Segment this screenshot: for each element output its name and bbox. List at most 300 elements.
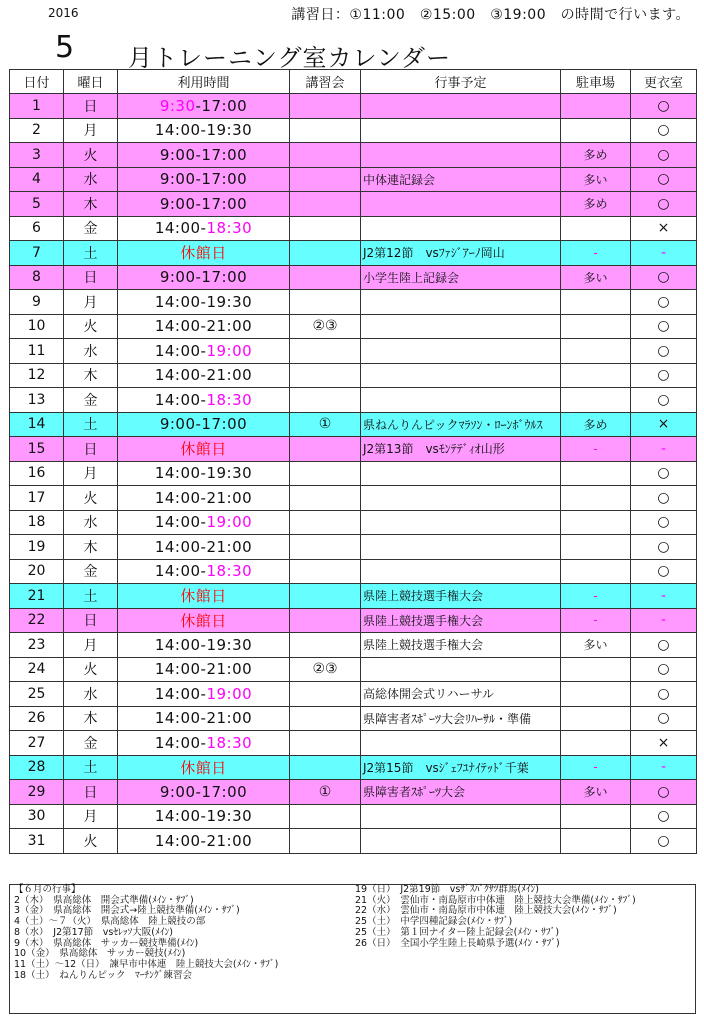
hours-cell: 14:00-19:30 xyxy=(118,804,290,829)
table-row xyxy=(10,290,697,315)
header-date: 日付 xyxy=(10,70,64,94)
weekday-cell: 火 xyxy=(64,143,118,168)
locker-cell: ○ xyxy=(631,290,697,315)
page-title: 月トレーニング室カレンダー xyxy=(128,44,451,72)
date-cell: 7 xyxy=(10,241,64,266)
locker-cell: × xyxy=(631,216,697,241)
table-row xyxy=(10,559,697,584)
june-event-line: 22（水） 雲仙市・南島原市中体連 陸上競技大会(ﾒｲﾝ・ｻﾌﾞ) xyxy=(355,905,617,917)
weekday-cell: 月 xyxy=(64,461,118,486)
locker-cell: ○ xyxy=(631,461,697,486)
lecture-cell xyxy=(290,706,361,731)
table-row xyxy=(10,118,697,143)
event-cell xyxy=(361,510,561,535)
weekday-cell: 日 xyxy=(64,437,118,462)
parking-cell xyxy=(561,706,631,731)
locker-cell: ○ xyxy=(631,535,697,560)
hours-cell xyxy=(118,731,290,756)
parking-cell xyxy=(561,388,631,413)
june-event-line: 8（水） J2第17節 vsｾﾚｯｿ大阪(ﾒｲﾝ) xyxy=(14,926,173,938)
weekday-cell: 火 xyxy=(64,829,118,854)
locker-cell: ○ xyxy=(631,388,697,413)
event-cell xyxy=(361,829,561,854)
closed-label: 休館日 xyxy=(180,587,227,606)
header-locker: 更衣室 xyxy=(631,70,697,94)
event-cell xyxy=(361,804,561,829)
lecture-notice: 講習日：①11:00 ②15:00 ③19:00 の時間で行います。 xyxy=(291,7,690,23)
locker-cell: - xyxy=(631,437,697,462)
table-row xyxy=(10,731,697,756)
hours-cell: 14:00-21:00 xyxy=(118,363,290,388)
locker-cell: ○ xyxy=(631,780,697,805)
event-cell xyxy=(361,339,561,364)
hours-cell: 14:00-19:30 xyxy=(118,633,290,658)
event-cell: J2第12節 vsﾌｧｼﾞｱｰﾉ岡山 xyxy=(361,241,561,266)
lecture-cell xyxy=(290,829,361,854)
event-cell xyxy=(361,143,561,168)
locker-cell: ○ xyxy=(631,559,697,584)
parking-cell: 多い xyxy=(561,167,631,192)
locker-cell: × xyxy=(631,731,697,756)
hours-cell xyxy=(118,510,290,535)
date-cell: 2 xyxy=(10,118,64,143)
lecture-cell: ① xyxy=(290,780,361,805)
hours-end: 19:00 xyxy=(206,341,253,360)
june-event-line: 10（金） 県高総体 サッカー競技(ﾒｲﾝ) xyxy=(14,948,186,960)
lecture-cell xyxy=(290,290,361,315)
event-cell: 県陸上競技選手権大会 xyxy=(361,608,561,633)
lecture-cell xyxy=(290,633,361,658)
date-cell: 16 xyxy=(10,461,64,486)
hours-end: 18:30 xyxy=(206,219,253,238)
parking-cell xyxy=(561,290,631,315)
parking-cell xyxy=(561,94,631,119)
hours-cell: 14:00-21:00 xyxy=(118,486,290,511)
weekday-cell: 月 xyxy=(64,118,118,143)
locker-cell: ○ xyxy=(631,314,697,339)
hours-cell: 14:00-21:00 xyxy=(118,829,290,854)
hours-cell xyxy=(118,339,290,364)
date-cell: 20 xyxy=(10,559,64,584)
lecture-cell xyxy=(290,339,361,364)
hours-cell xyxy=(118,241,290,266)
table-row xyxy=(10,167,697,192)
weekday-cell: 土 xyxy=(64,412,118,437)
hours-cell: 14:00-19:30 xyxy=(118,118,290,143)
event-cell xyxy=(361,559,561,584)
hours-end: 18:30 xyxy=(206,562,253,581)
table-row xyxy=(10,829,697,854)
table-row xyxy=(10,486,697,511)
locker-cell: - xyxy=(631,608,697,633)
weekday-cell: 火 xyxy=(64,657,118,682)
event-cell: 小学生陸上記録会 xyxy=(361,265,561,290)
hours-cell xyxy=(118,584,290,609)
locker-cell: ○ xyxy=(631,804,697,829)
locker-cell: × xyxy=(631,412,697,437)
event-cell xyxy=(361,363,561,388)
june-event-line: 4（土）～７（火） 県高総体 陸上競技の部 xyxy=(14,916,206,928)
date-cell: 29 xyxy=(10,780,64,805)
lecture-cell xyxy=(290,118,361,143)
event-cell xyxy=(361,216,561,241)
date-cell: 22 xyxy=(10,608,64,633)
june-event-line: 25（土） 第１回ナイター陸上記録会(ﾒｲﾝ・ｻﾌﾞ) xyxy=(355,926,560,938)
table-header-row xyxy=(10,70,697,94)
lecture-cell: ②③ xyxy=(290,314,361,339)
hours-cell: 9:00-17:00 xyxy=(118,192,290,217)
hours-cell: 14:00-21:00 xyxy=(118,657,290,682)
hours-start: 14:00- xyxy=(154,219,207,238)
june-event-line: 18（土） ねんりんピック ﾏｰﾁﾝｸﾞ練習会 xyxy=(14,969,192,981)
date-cell: 4 xyxy=(10,167,64,192)
date-cell: 27 xyxy=(10,731,64,756)
weekday-cell: 木 xyxy=(64,535,118,560)
lecture-cell xyxy=(290,216,361,241)
hours-cell: 14:00-19:30 xyxy=(118,290,290,315)
lecture-cell xyxy=(290,265,361,290)
date-cell: 19 xyxy=(10,535,64,560)
table-row xyxy=(10,657,697,682)
locker-cell: ○ xyxy=(631,94,697,119)
hours-start: 14:00- xyxy=(154,390,207,409)
parking-cell: - xyxy=(561,755,631,780)
table-row xyxy=(10,314,697,339)
weekday-cell: 土 xyxy=(64,755,118,780)
lecture-cell xyxy=(290,437,361,462)
date-cell: 10 xyxy=(10,314,64,339)
header-events: 行事予定 xyxy=(361,70,561,94)
lecture-cell xyxy=(290,804,361,829)
date-cell: 9 xyxy=(10,290,64,315)
june-events-right xyxy=(355,885,636,949)
locker-cell: ○ xyxy=(631,167,697,192)
parking-cell xyxy=(561,339,631,364)
event-cell: 県ねんりんピックﾏﾗｿﾝ・ﾛｰﾝﾎﾞｳﾙｽ xyxy=(361,412,561,437)
date-cell: 5 xyxy=(10,192,64,217)
parking-cell: 多め xyxy=(561,192,631,217)
locker-cell: - xyxy=(631,241,697,266)
date-cell: 1 xyxy=(10,94,64,119)
hours-cell: 9:00-17:00 xyxy=(118,167,290,192)
june-event-line: 26（日） 全国小学生陸上長崎県予選(ﾒｲﾝ・ｻﾌﾞ) xyxy=(355,937,560,949)
event-cell: 県障害者ｽﾎﾟｰﾂ大会ﾘﾊｰｻﾙ・準備 xyxy=(361,706,561,731)
date-cell: 15 xyxy=(10,437,64,462)
locker-cell: ○ xyxy=(631,633,697,658)
event-cell xyxy=(361,192,561,217)
header-lecture: 講習会 xyxy=(290,70,361,94)
table-row xyxy=(10,216,697,241)
date-cell: 17 xyxy=(10,486,64,511)
date-cell: 11 xyxy=(10,339,64,364)
date-cell: 24 xyxy=(10,657,64,682)
table-row xyxy=(10,535,697,560)
date-cell: 31 xyxy=(10,829,64,854)
parking-cell: - xyxy=(561,437,631,462)
hours-cell: 9:00-17:00 xyxy=(118,265,290,290)
event-cell: J2第15節 vsｼﾞｪﾌﾕﾅｲﾃｯﾄﾞ千葉 xyxy=(361,755,561,780)
lecture-cell xyxy=(290,363,361,388)
event-cell xyxy=(361,657,561,682)
event-cell: 県障害者ｽﾎﾟｰﾂ大会 xyxy=(361,780,561,805)
weekday-cell: 水 xyxy=(64,339,118,364)
parking-cell xyxy=(561,535,631,560)
hours-start: 14:00- xyxy=(154,562,207,581)
event-cell xyxy=(361,118,561,143)
parking-cell xyxy=(561,363,631,388)
event-cell xyxy=(361,388,561,413)
event-cell: 県陸上競技選手権大会 xyxy=(361,633,561,658)
hours-cell xyxy=(118,682,290,707)
lecture-cell xyxy=(290,510,361,535)
weekday-cell: 火 xyxy=(64,314,118,339)
table-row xyxy=(10,510,697,535)
hours-end: 18:30 xyxy=(206,390,253,409)
year-label: 2016 xyxy=(48,6,79,20)
locker-cell: ○ xyxy=(631,682,697,707)
hours-end: 19:00 xyxy=(206,684,253,703)
june-event-line: 25（土） 中学四種記録会(ﾒｲﾝ・ｻﾌﾞ) xyxy=(355,916,513,928)
parking-cell xyxy=(561,804,631,829)
table-row xyxy=(10,461,697,486)
locker-cell: ○ xyxy=(631,339,697,364)
calendar-body xyxy=(10,94,697,854)
locker-cell: ○ xyxy=(631,265,697,290)
hours-start: 14:00- xyxy=(154,733,207,752)
event-cell xyxy=(361,290,561,315)
locker-cell: ○ xyxy=(631,363,697,388)
parking-cell xyxy=(561,118,631,143)
table-row xyxy=(10,437,697,462)
weekday-cell: 金 xyxy=(64,559,118,584)
table-row xyxy=(10,780,697,805)
hours-start: 14:00- xyxy=(154,513,207,532)
lecture-cell xyxy=(290,94,361,119)
locker-cell: - xyxy=(631,755,697,780)
locker-cell: ○ xyxy=(631,486,697,511)
lecture-cell xyxy=(290,486,361,511)
hours-cell xyxy=(118,216,290,241)
weekday-cell: 土 xyxy=(64,241,118,266)
parking-cell xyxy=(561,731,631,756)
lecture-cell xyxy=(290,388,361,413)
date-cell: 13 xyxy=(10,388,64,413)
date-cell: 26 xyxy=(10,706,64,731)
weekday-cell: 木 xyxy=(64,706,118,731)
weekday-cell: 金 xyxy=(64,731,118,756)
table-row xyxy=(10,755,697,780)
parking-cell xyxy=(561,682,631,707)
lecture-cell xyxy=(290,608,361,633)
june-events-box xyxy=(9,884,696,1014)
hours-cell: 9:00-17:00 xyxy=(118,412,290,437)
date-cell: 28 xyxy=(10,755,64,780)
table-row xyxy=(10,804,697,829)
parking-cell xyxy=(561,486,631,511)
parking-cell: - xyxy=(561,584,631,609)
hours-cell: 9:00-17:00 xyxy=(118,780,290,805)
parking-cell xyxy=(561,216,631,241)
calendar-table xyxy=(9,69,697,854)
date-cell: 14 xyxy=(10,412,64,437)
date-cell: 25 xyxy=(10,682,64,707)
table-row xyxy=(10,94,697,119)
weekday-cell: 火 xyxy=(64,486,118,511)
table-row xyxy=(10,412,697,437)
table-row xyxy=(10,363,697,388)
table-row xyxy=(10,265,697,290)
june-event-line: 3（金） 県高総体 開会式→陸上競技準備(ﾒｲﾝ・ｻﾌﾞ) xyxy=(14,905,240,917)
weekday-cell: 水 xyxy=(64,167,118,192)
parking-cell: - xyxy=(561,241,631,266)
weekday-cell: 木 xyxy=(64,192,118,217)
parking-cell xyxy=(561,314,631,339)
parking-cell xyxy=(561,559,631,584)
date-cell: 30 xyxy=(10,804,64,829)
table-row xyxy=(10,682,697,707)
weekday-cell: 月 xyxy=(64,290,118,315)
header-hours: 利用時間 xyxy=(118,70,290,94)
table-row xyxy=(10,633,697,658)
locker-cell: ○ xyxy=(631,510,697,535)
weekday-cell: 水 xyxy=(64,510,118,535)
lecture-cell xyxy=(290,731,361,756)
locker-cell: ○ xyxy=(631,192,697,217)
weekday-cell: 木 xyxy=(64,363,118,388)
june-event-line: 9（木） 県高総体 サッカー競技準備(ﾒｲﾝ) xyxy=(14,937,199,949)
lecture-cell xyxy=(290,167,361,192)
locker-cell: ○ xyxy=(631,706,697,731)
parking-cell xyxy=(561,829,631,854)
table-row xyxy=(10,388,697,413)
june-events-left xyxy=(14,885,278,981)
event-cell: 中体連記録会 xyxy=(361,167,561,192)
lecture-cell xyxy=(290,535,361,560)
event-cell xyxy=(361,94,561,119)
hours-cell: 14:00-21:00 xyxy=(118,706,290,731)
june-event-line: 11（土）～12（日） 諫早市中体連 陸上競技大会(ﾒｲﾝ・ｻﾌﾞ) xyxy=(14,958,279,970)
june-event-line: 21（火） 雲仙市・南島原市中体連 陸上競技大会準備(ﾒｲﾝ・ｻﾌﾞ) xyxy=(355,894,636,906)
hours-end: 18:30 xyxy=(206,733,253,752)
closed-label: 休館日 xyxy=(180,440,227,459)
hours-start: 9:30 xyxy=(159,96,196,115)
weekday-cell: 土 xyxy=(64,584,118,609)
hours-cell xyxy=(118,388,290,413)
date-cell: 21 xyxy=(10,584,64,609)
table-row xyxy=(10,143,697,168)
weekday-cell: 金 xyxy=(64,388,118,413)
event-cell xyxy=(361,731,561,756)
table-row xyxy=(10,339,697,364)
parking-cell: - xyxy=(561,608,631,633)
weekday-cell: 日 xyxy=(64,608,118,633)
date-cell: 12 xyxy=(10,363,64,388)
locker-cell: - xyxy=(631,584,697,609)
hours-cell xyxy=(118,94,290,119)
weekday-cell: 日 xyxy=(64,265,118,290)
event-cell: J2第13節 vsﾓﾝﾃﾃﾞｨｵ山形 xyxy=(361,437,561,462)
lecture-cell xyxy=(290,241,361,266)
hours-cell xyxy=(118,559,290,584)
weekday-cell: 水 xyxy=(64,682,118,707)
parking-cell: 多い xyxy=(561,633,631,658)
hours-cell: 9:00-17:00 xyxy=(118,143,290,168)
closed-label: 休館日 xyxy=(180,244,227,263)
hours-cell xyxy=(118,608,290,633)
parking-cell xyxy=(561,510,631,535)
event-cell: 県陸上競技選手権大会 xyxy=(361,584,561,609)
locker-cell: ○ xyxy=(631,829,697,854)
hours-end: 19:00 xyxy=(206,513,253,532)
hours-cell: 14:00-21:00 xyxy=(118,314,290,339)
hours-cell: 14:00-21:00 xyxy=(118,535,290,560)
parking-cell xyxy=(561,657,631,682)
locker-cell: ○ xyxy=(631,118,697,143)
weekday-cell: 月 xyxy=(64,633,118,658)
hours-cell xyxy=(118,437,290,462)
closed-label: 休館日 xyxy=(180,758,227,777)
table-row xyxy=(10,241,697,266)
event-cell xyxy=(361,486,561,511)
lecture-cell xyxy=(290,682,361,707)
table-row xyxy=(10,584,697,609)
lecture-cell xyxy=(290,584,361,609)
event-cell: 高総体開会式リハーサル xyxy=(361,682,561,707)
event-cell xyxy=(361,535,561,560)
event-cell xyxy=(361,461,561,486)
weekday-cell: 日 xyxy=(64,94,118,119)
date-cell: 3 xyxy=(10,143,64,168)
date-cell: 23 xyxy=(10,633,64,658)
june-event-line: 19（日） J2第19節 vsｻﾞｽﾊﾟｸｻﾂ群馬(ﾒｲﾝ) xyxy=(355,884,540,895)
hours-cell xyxy=(118,755,290,780)
hours-end: -17:00 xyxy=(195,96,248,115)
parking-cell: 多め xyxy=(561,143,631,168)
locker-cell: ○ xyxy=(631,143,697,168)
weekday-cell: 金 xyxy=(64,216,118,241)
date-cell: 8 xyxy=(10,265,64,290)
lecture-cell xyxy=(290,755,361,780)
lecture-cell xyxy=(290,143,361,168)
lecture-cell: ②③ xyxy=(290,657,361,682)
event-cell xyxy=(361,314,561,339)
june-event-line: 【６月の行事】 xyxy=(14,884,81,895)
date-cell: 18 xyxy=(10,510,64,535)
table-row xyxy=(10,706,697,731)
parking-cell: 多め xyxy=(561,412,631,437)
lecture-cell xyxy=(290,461,361,486)
lecture-cell xyxy=(290,559,361,584)
weekday-cell: 日 xyxy=(64,780,118,805)
header-weekday: 曜日 xyxy=(64,70,118,94)
locker-cell: ○ xyxy=(631,657,697,682)
june-event-line: 2（木） 県高総体 開会式準備(ﾒｲﾝ・ｻﾌﾞ) xyxy=(14,894,194,906)
weekday-cell: 月 xyxy=(64,804,118,829)
hours-cell: 14:00-19:30 xyxy=(118,461,290,486)
header-parking: 駐車場 xyxy=(561,70,631,94)
parking-cell: 多い xyxy=(561,780,631,805)
month-number: 5 xyxy=(55,30,75,65)
closed-label: 休館日 xyxy=(180,611,227,630)
hours-start: 14:00- xyxy=(154,684,207,703)
lecture-cell: ① xyxy=(290,412,361,437)
parking-cell: 多い xyxy=(561,265,631,290)
table-row xyxy=(10,608,697,633)
hours-start: 14:00- xyxy=(154,341,207,360)
lecture-cell xyxy=(290,192,361,217)
parking-cell xyxy=(561,461,631,486)
table-row xyxy=(10,192,697,217)
